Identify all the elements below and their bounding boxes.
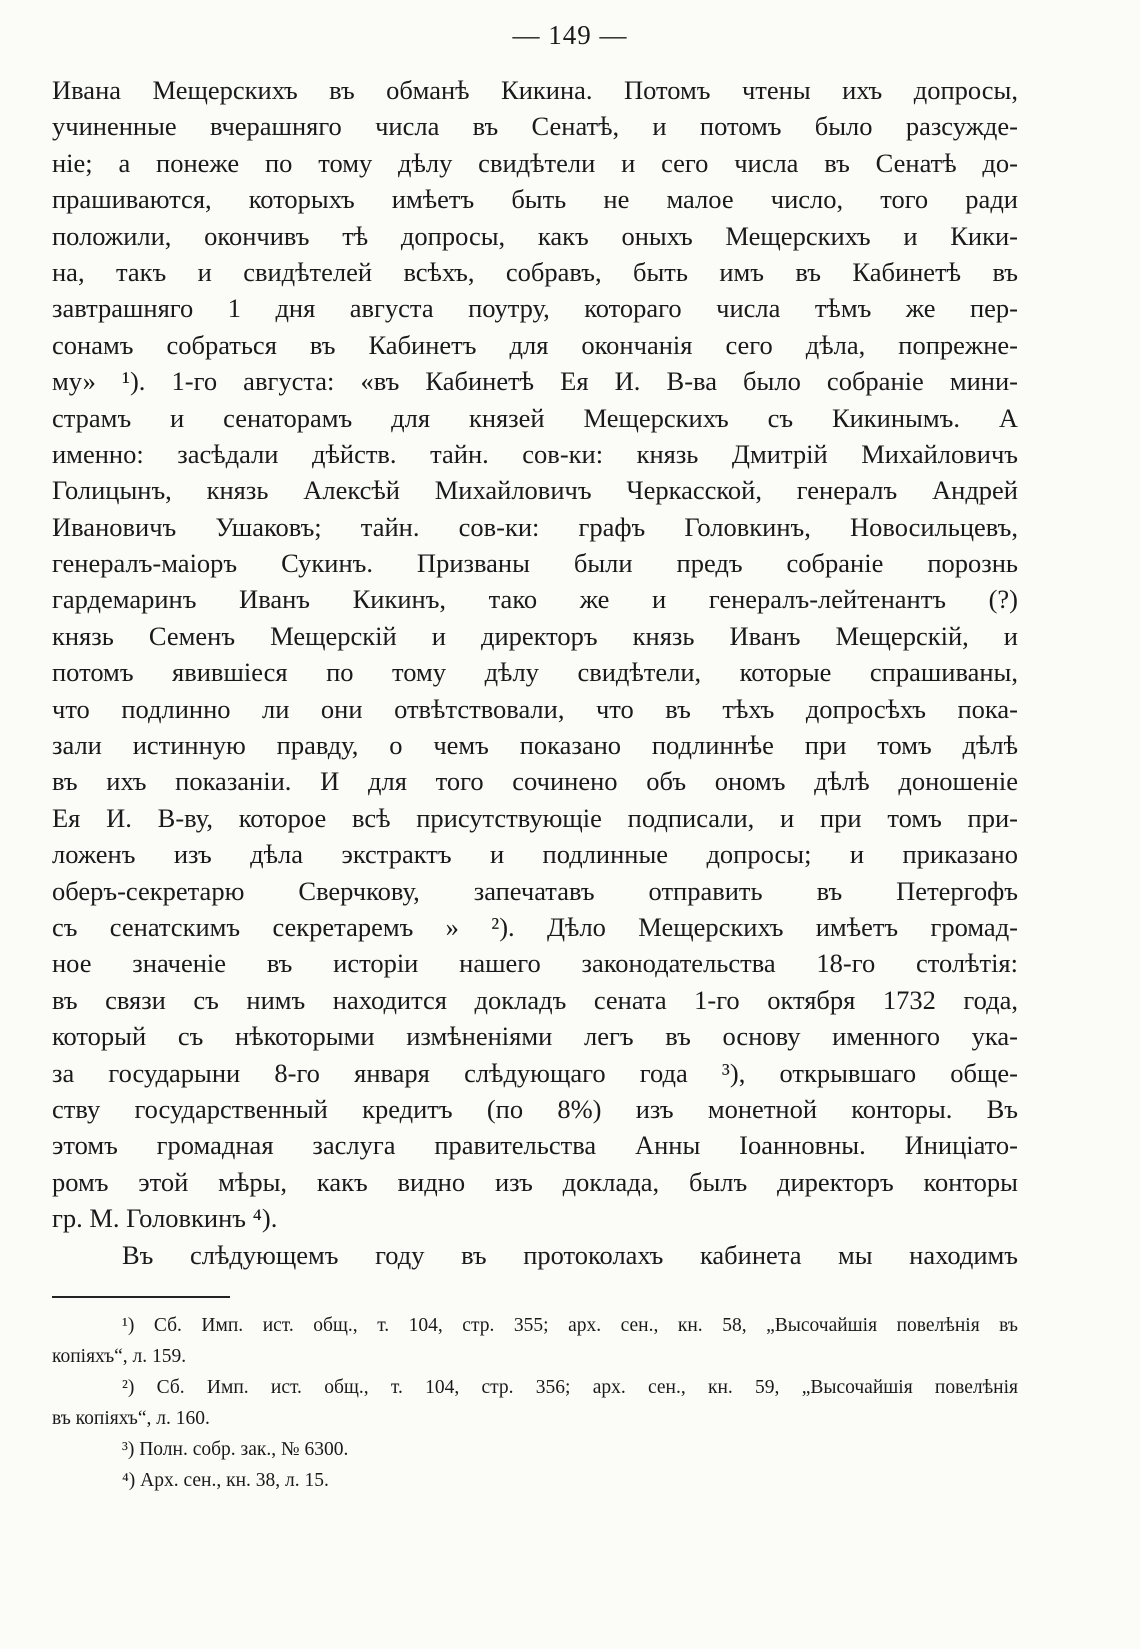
- text-line: ніе; а понеже по тому дѣлу свидѣтели и сего числа въ Сенатѣ до-: [52, 147, 1018, 178]
- text-line: ству государственный кредитъ (по 8%) изъ монетной конторы. Въ: [52, 1093, 1018, 1124]
- text-line: за государыни 8-го января слѣдующаго года ³), открывшаго обще-: [52, 1057, 1018, 1088]
- footnotes: [52, 1310, 1018, 1496]
- footnote-line: копіяхъ“, л. 159.: [52, 1346, 187, 1367]
- text-line: гр. М. Головкинъ ⁴).: [52, 1203, 278, 1234]
- text-line: Ивановичъ Ушаковъ; тайн. сов-ки: графъ Головкинъ, Новосильцевъ,: [52, 511, 1018, 542]
- footnote-line: ¹) Сб. Имп. ист. общ., т. 104, стр. 355; арх. сен., кн. 58, „Высочайшія повелѣнія въ: [122, 1315, 1018, 1336]
- text-line: прашиваются, которыхъ имѣетъ быть не малое число, того ради: [52, 184, 1018, 215]
- text-line: положили, окончивъ тѣ допросы, какъ оныхъ Мещерскихъ и Кики-: [52, 220, 1018, 251]
- text-line: въ ихъ показаніи. И для того сочинено объ ономъ дѣлѣ доношеніе: [52, 766, 1018, 797]
- text-line: Ея И. В-ву, которое всѣ присутствующіе подписали, и при томъ при-: [52, 802, 1018, 833]
- text-line: генералъ-маіоръ Сукинъ. Призваны были предъ собраніе порознь: [52, 548, 1018, 579]
- footnote-divider: [52, 1296, 230, 1298]
- text-line: зали истинную правду, о чемъ показано подлиннѣе при томъ дѣлѣ: [52, 730, 1018, 761]
- footnote-line: въ копіяхъ“, л. 160.: [52, 1408, 210, 1429]
- footnote-line: ²) Сб. Имп. ист. общ., т. 104, стр. 356; арх. сен., кн. 59, „Высочайшія повелѣнія: [122, 1377, 1018, 1398]
- text-line: этомъ громадная заслуга правительства Анны Іоанновны. Иниціато-: [52, 1130, 1018, 1161]
- text-line: съ сенатскимъ секретаремъ » ²). Дѣло Мещерскихъ имѣетъ громад-: [52, 911, 1018, 942]
- paragraph-start-line: Въ слѣдующемъ году въ протоколахъ кабинета мы находимъ: [122, 1239, 1018, 1270]
- text-line: именно: засѣдали дѣйств. тайн. сов-ки: князь Дмитрій Михайловичъ: [52, 438, 1018, 469]
- text-line: который съ нѣкоторыми измѣненіями легъ въ основу именного ука-: [52, 1021, 1018, 1052]
- text-line: оберъ-секретарю Сверчкову, запечатавъ отправить въ Петергофъ: [52, 875, 1018, 906]
- text-line: на, такъ и свидѣтелей всѣхъ, собравъ, быть имъ въ Кабинетѣ въ: [52, 256, 1018, 287]
- text-line: ное значеніе въ исторіи нашего законодательства 18-го столѣтія:: [52, 948, 1018, 979]
- text-line: ложенъ изъ дѣла экстрактъ и подлинные допросы; и приказано: [52, 839, 1018, 870]
- text-line: въ связи съ нимъ находится докладъ сената 1-го октября 1732 года,: [52, 984, 1018, 1015]
- text-line: потомъ явившіеся по тому дѣлу свидѣтели, которые спрашиваны,: [52, 657, 1018, 688]
- page-number: — 149 —: [512, 20, 628, 50]
- text-line: Голицынъ, князь Алексѣй Михайловичъ Черкасской, генералъ Андрей: [52, 475, 1018, 506]
- text-line: гардемаринъ Иванъ Кикинъ, тако же и генералъ-лейтенантъ (?): [52, 584, 1018, 615]
- text-line: что подлинно ли они отвѣтствовали, что въ тѣхъ допросѣхъ пока-: [52, 693, 1018, 724]
- footnote-line: ³) Полн. собр. зак., № 6300.: [122, 1439, 349, 1460]
- text-line: сонамъ собраться въ Кабинетъ для окончанія сего дѣла, попрежне-: [52, 329, 1018, 360]
- text-line: князь Семенъ Мещерскій и директоръ князь Иванъ Мещерскій, и: [52, 620, 1018, 651]
- text-line: ромъ этой мѣры, какъ видно изъ доклада, былъ директоръ конторы: [52, 1166, 1018, 1197]
- text-line: завтрашняго 1 дня августа поутру, котораго числа тѣмъ же пер-: [52, 293, 1018, 324]
- text-line: учиненные вчерашняго числа въ Сенатѣ, и потомъ было разсужде-: [52, 111, 1018, 142]
- main-text: [52, 72, 1018, 1273]
- text-line: Ивана Мещерскихъ въ обманѣ Кикина. Потомъ чтены ихъ допросы,: [52, 75, 1018, 105]
- text-line: страмъ и сенаторамъ для князей Мещерскихъ съ Кикинымъ. А: [52, 402, 1018, 433]
- text-line: му» ¹). 1-го августа: «въ Кабинетѣ Ея И. В-ва было собраніе мини-: [52, 366, 1018, 397]
- footnote-line: ⁴) Арх. сен., кн. 38, л. 15.: [122, 1470, 329, 1491]
